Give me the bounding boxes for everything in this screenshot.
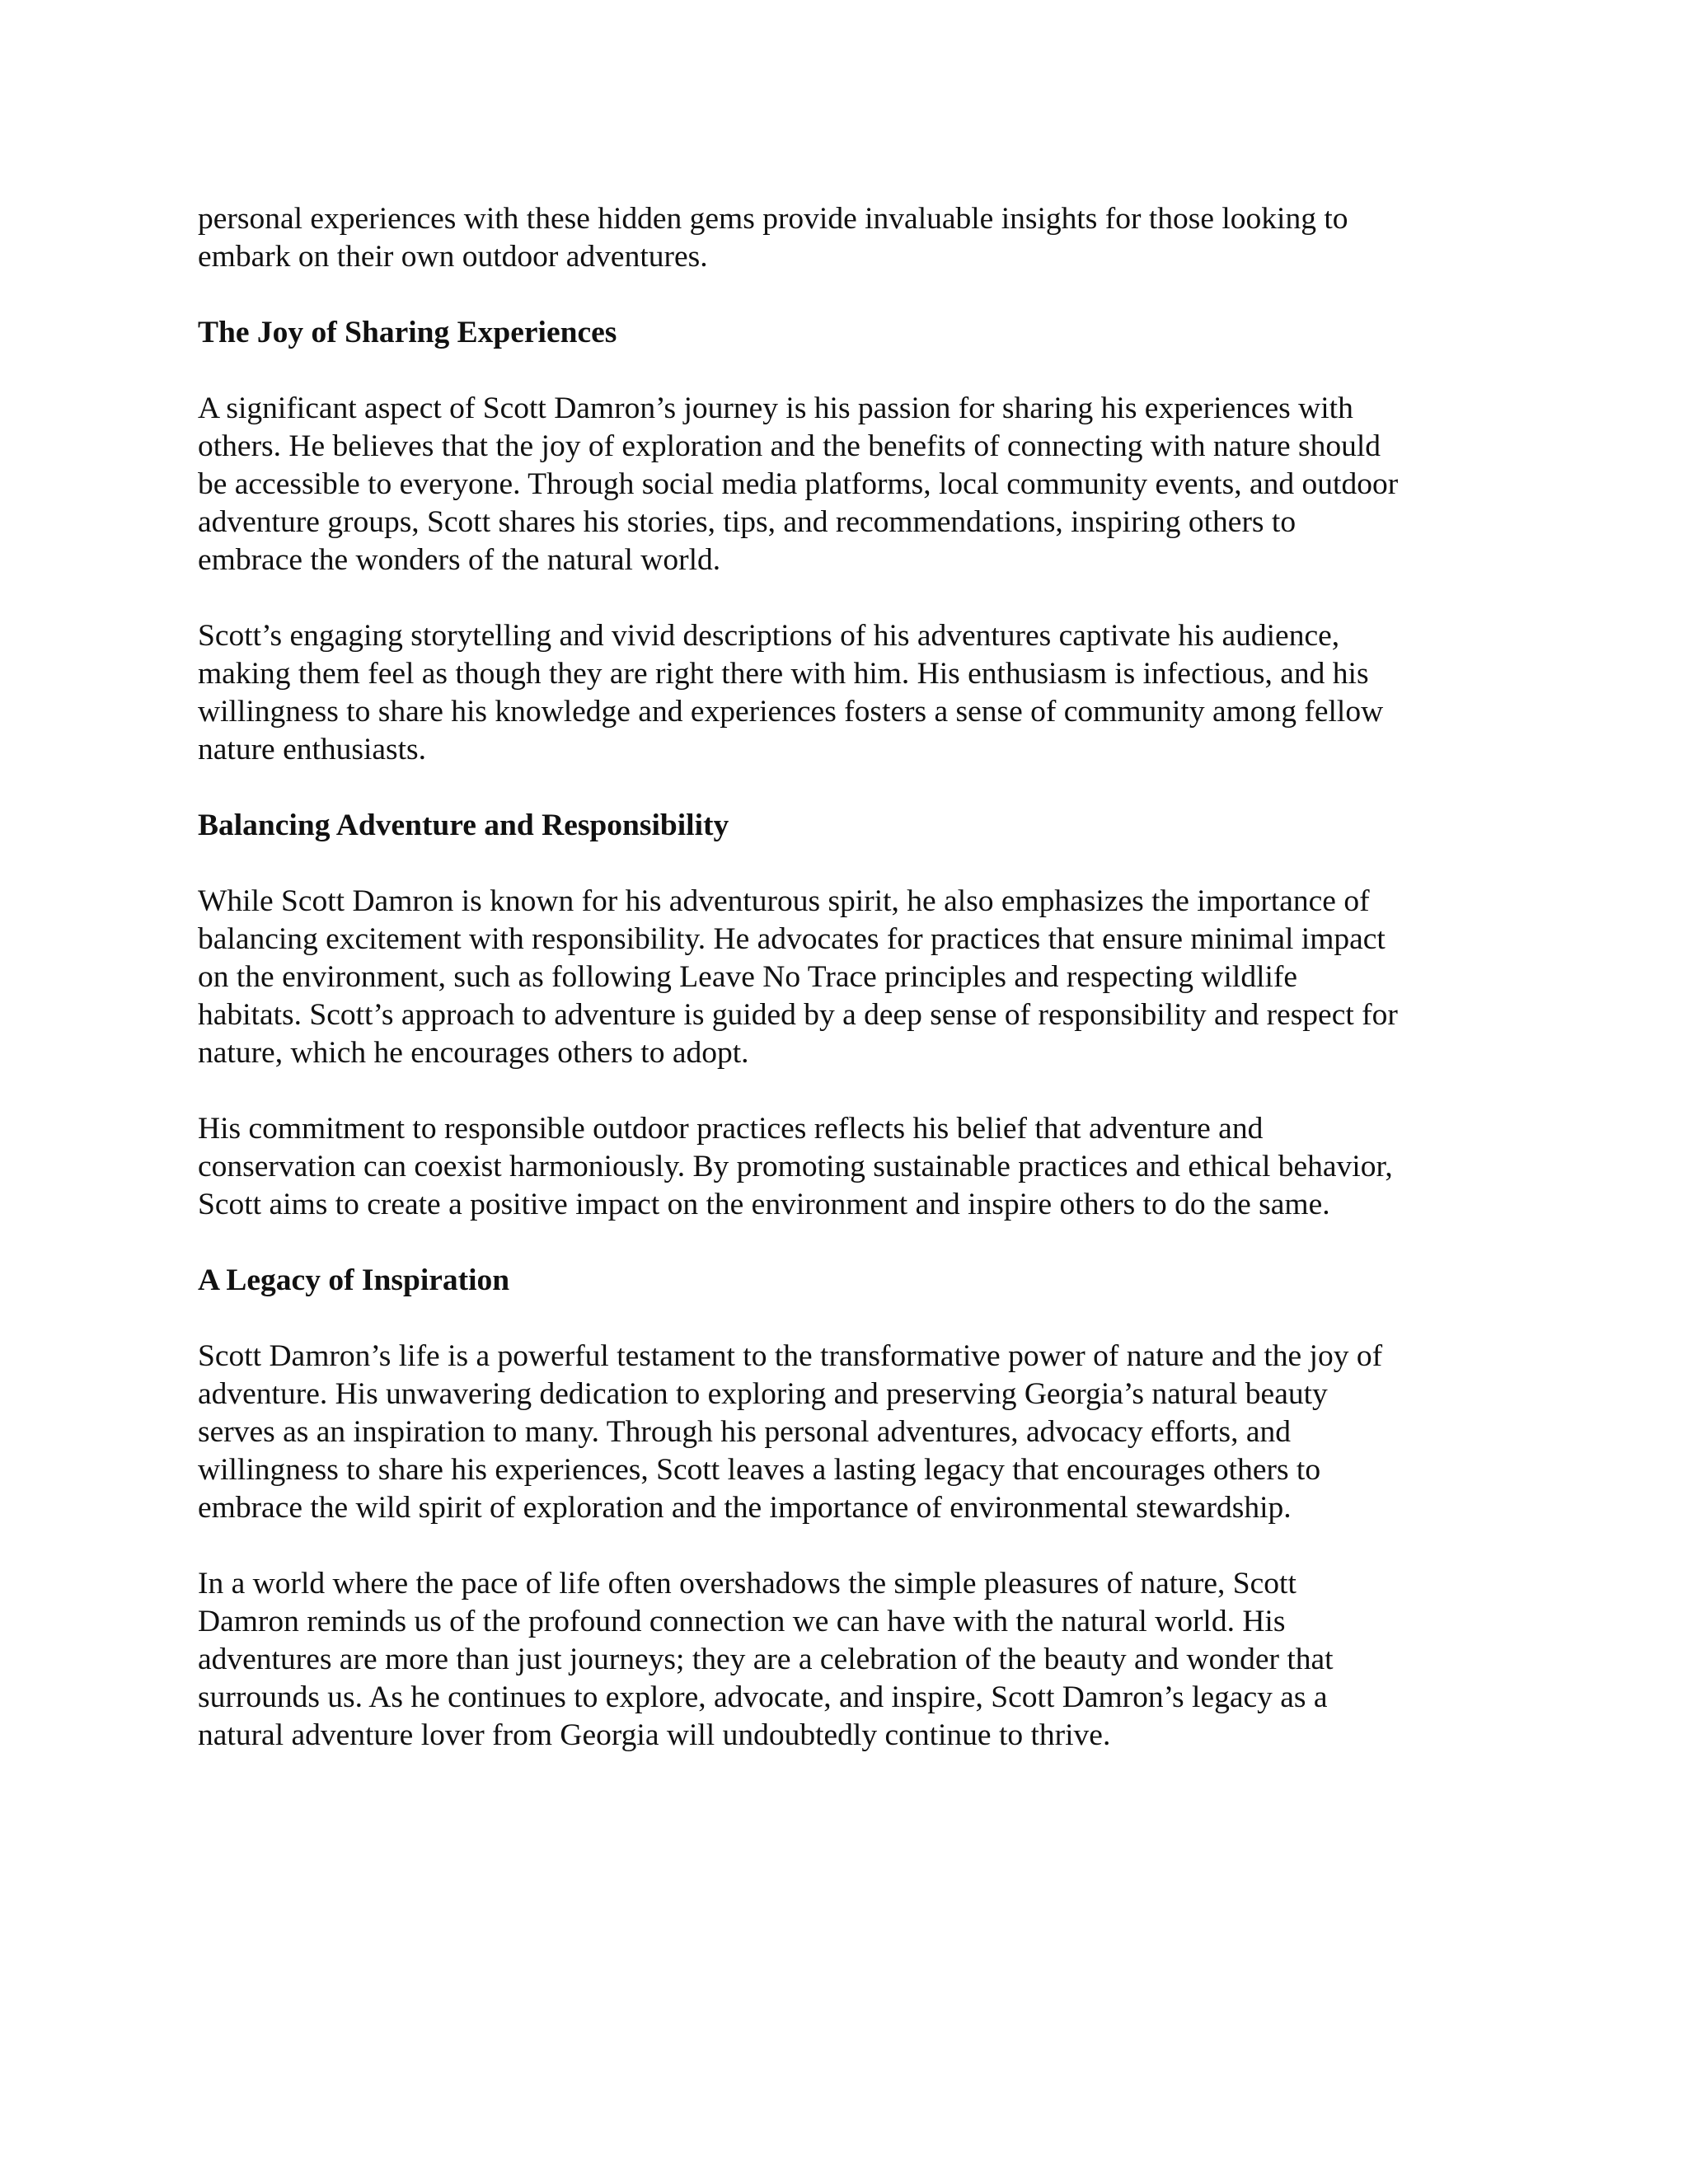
text-line: A significant aspect of Scott Damron’s journey is his passion for sharing his experiences with bbox=[198, 391, 1353, 425]
text-line: others. He believes that the joy of exploration and the benefits of connecting with nature should bbox=[198, 429, 1381, 463]
text-line: willingness to share his experiences, Scott leaves a lasting legacy that encourages others to bbox=[198, 1453, 1321, 1487]
text-line: on the environment, such as following Leave No Trace principles and respecting wildlife bbox=[198, 960, 1298, 994]
text-line: serves as an inspiration to many. Through his personal adventures, advocacy efforts, and bbox=[198, 1415, 1292, 1449]
paragraph bbox=[198, 200, 1517, 276]
text-line: embrace the wonders of the natural world. bbox=[198, 543, 721, 577]
text-line: embark on their own outdoor adventures. bbox=[198, 240, 708, 274]
paragraph bbox=[198, 883, 1517, 1072]
text-line: balancing excitement with responsibility. He advocates for practices that ensure minimal impact bbox=[198, 922, 1386, 956]
text-line: natural adventure lover from Georgia will undoubtedly continue to thrive. bbox=[198, 1718, 1111, 1752]
paragraph bbox=[198, 1338, 1517, 1527]
text-line: adventures are more than just journeys; they are a celebration of the beauty and wonder that bbox=[198, 1643, 1334, 1676]
text-line: habitats. Scott’s approach to adventure is guided by a deep sense of responsibility and respect for bbox=[198, 998, 1398, 1032]
document-body bbox=[198, 200, 1517, 1793]
section-heading-joy-of-sharing bbox=[198, 314, 1517, 352]
paragraph bbox=[198, 617, 1517, 769]
paragraph bbox=[198, 390, 1517, 579]
text-line: nature enthusiasts. bbox=[198, 733, 427, 766]
heading-text: A Legacy of Inspiration bbox=[198, 1263, 510, 1297]
text-line: surrounds us. As he continues to explore, advocate, and inspire, Scott Damron’s legacy as a bbox=[198, 1680, 1328, 1714]
paragraph bbox=[198, 1110, 1517, 1224]
heading-text: Balancing Adventure and Responsibility bbox=[198, 808, 729, 842]
section-heading-legacy-of-inspiration bbox=[198, 1262, 1517, 1300]
text-line: In a world where the pace of life often overshadows the simple pleasures of nature, Scott bbox=[198, 1567, 1296, 1601]
text-line: Damron reminds us of the profound connection we can have with the natural world. His bbox=[198, 1605, 1286, 1638]
text-line: nature, which he encourages others to adopt. bbox=[198, 1036, 749, 1070]
heading-text: The Joy of Sharing Experiences bbox=[198, 316, 617, 349]
text-line: conservation can coexist harmoniously. By promoting sustainable practices and ethical behavior, bbox=[198, 1150, 1393, 1183]
text-line: be accessible to everyone. Through social media platforms, local community events, and outdoor bbox=[198, 467, 1399, 501]
section-heading-balancing-adventure bbox=[198, 807, 1517, 845]
paragraph bbox=[198, 1565, 1517, 1755]
text-line: adventure groups, Scott shares his stories, tips, and recommendations, inspiring others to bbox=[198, 505, 1296, 539]
text-line: willingness to share his knowledge and experiences fosters a sense of community among fellow bbox=[198, 695, 1384, 729]
text-line: While Scott Damron is known for his adventurous spirit, he also emphasizes the importance of bbox=[198, 884, 1370, 918]
text-line: making them feel as though they are right there with him. His enthusiasm is infectious, and his bbox=[198, 657, 1369, 691]
text-line: Scott aims to create a positive impact on the environment and inspire others to do the same. bbox=[198, 1188, 1330, 1221]
text-line: embrace the wild spirit of exploration and the importance of environmental stewardship. bbox=[198, 1491, 1292, 1525]
text-line: Scott Damron’s life is a powerful testament to the transformative power of nature and the joy of bbox=[198, 1339, 1383, 1373]
text-line: Scott’s engaging storytelling and vivid descriptions of his adventures captivate his audience, bbox=[198, 619, 1340, 653]
text-line: His commitment to responsible outdoor practices reflects his belief that adventure and bbox=[198, 1112, 1264, 1146]
text-line: adventure. His unwavering dedication to exploring and preserving Georgia’s natural beauty bbox=[198, 1377, 1328, 1411]
text-line: personal experiences with these hidden gems provide invaluable insights for those looking to bbox=[198, 202, 1348, 236]
